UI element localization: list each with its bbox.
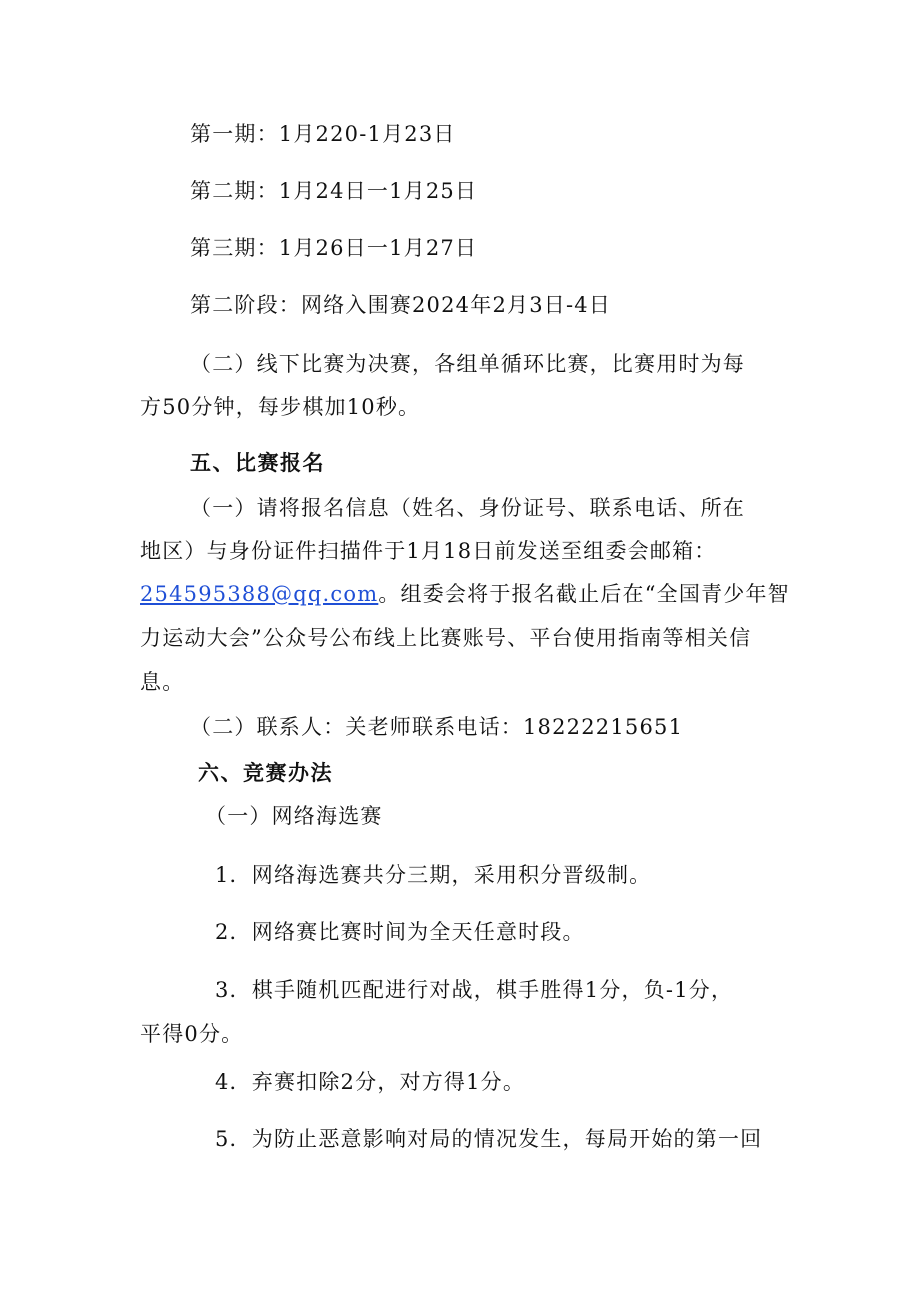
rule-2: 2．网络赛比赛时间为全天任意时段。 bbox=[215, 920, 585, 944]
rule-1: 1．网络海选赛共分三期，采用积分晋级制。 bbox=[215, 863, 652, 887]
registration-line-1: （一）请将报名信息（姓名、身份证号、联系电话、所在 bbox=[190, 496, 745, 520]
offline-paragraph-line-2: 方50分钟，每步棋加10秒。 bbox=[140, 395, 421, 419]
contact-line: （二）联系人：关老师联系电话：18222215651 bbox=[190, 715, 684, 739]
schedule-phase-2: 第二期：1月24日一1月25日 bbox=[190, 179, 478, 203]
rule-5: 5．为防止恶意影响对局的情况发生，每局开始的第一回 bbox=[215, 1127, 763, 1151]
registration-email-link[interactable]: 254595388@qq.com bbox=[140, 582, 379, 606]
registration-line-3-text: 。组委会将于报名截止后在“全国青少年智 bbox=[378, 582, 790, 606]
schedule-phase-3: 第三期：1月26日一1月27日 bbox=[190, 236, 478, 260]
online-selection-subheading: （一）网络海选赛 bbox=[205, 804, 383, 828]
registration-line-3 bbox=[140, 580, 790, 608]
registration-line-5: 息。 bbox=[140, 670, 185, 694]
section-5-heading: 五、比赛报名 bbox=[190, 450, 325, 475]
registration-line-2: 地区）与身份证件扫描件于1月18日前发送至组委会邮箱： bbox=[140, 539, 717, 563]
registration-line-4: 力运动大会”公众号公布线上比赛账号、平台使用指南等相关信 bbox=[140, 626, 752, 650]
section-6-heading: 六、竞赛办法 bbox=[198, 760, 333, 785]
rule-3-line-1: 3．棋手随机匹配进行对战，棋手胜得1分，负-1分， bbox=[215, 978, 734, 1002]
schedule-phase-1: 第一期：1月220-1月23日 bbox=[190, 122, 456, 146]
rule-4: 4．弃赛扣除2分，对方得1分。 bbox=[215, 1070, 526, 1094]
offline-paragraph-line-1: （二）线下比赛为决赛，各组单循环比赛，比赛用时为每 bbox=[190, 352, 745, 376]
rule-3-line-2: 平得0分。 bbox=[140, 1022, 244, 1046]
schedule-stage-2: 第二阶段：网络入围赛2024年2月3日-4日 bbox=[190, 293, 612, 317]
